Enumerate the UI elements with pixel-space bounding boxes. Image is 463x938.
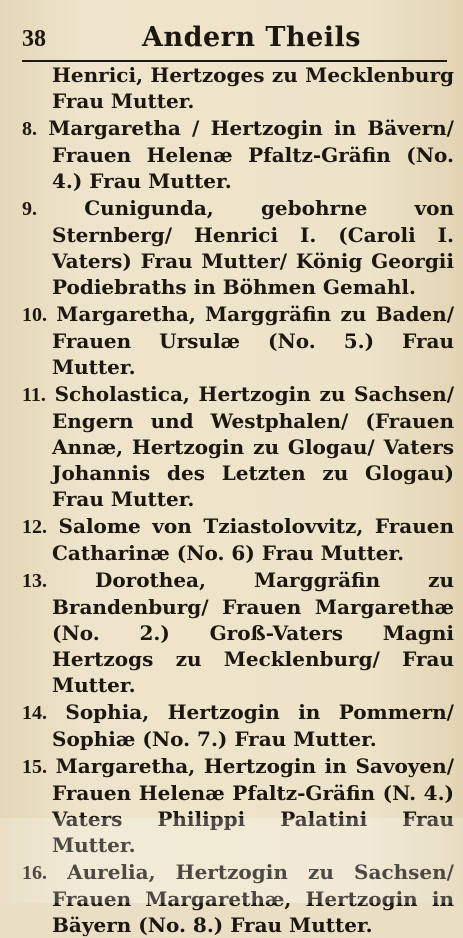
entry-text: Margaretha / Hertzogin in Bävern/ Frauen Helenæ Pfaltz-Gräfin (No. 4.) Frau Mutter.: [48, 116, 454, 193]
entry-9: [22, 195, 454, 300]
entry-number: 8.: [22, 118, 37, 140]
entry-11: [22, 381, 454, 512]
paper-shading: [0, 818, 463, 903]
entry-text: Cunigunda, gebohrne von Sternberg/ Henrici I. (Caroli I. Vaters) Frau Mutter/ König Georgii Podiebraths in Böhmen Gemahl.: [52, 196, 454, 299]
page-header: [22, 20, 447, 62]
entry-text: Margaretha, Hertzogin in Savoyen/ Frauen Helenæ Pfaltz-Gräfin (N. 4.) Vaters Philippi Palatini Frau Mutter.: [52, 754, 454, 857]
entry-number: 14.: [22, 702, 47, 724]
entry-12: [22, 513, 454, 566]
entry-8: [22, 115, 454, 194]
page-body: [22, 62, 454, 938]
page-number: 38: [22, 26, 46, 52]
entry-14: [22, 699, 454, 752]
entry-text: Salome von Tziastolovvitz, Frauen Catharinæ (No. 6) Frau Mutter.: [52, 514, 454, 565]
entry-10: [22, 301, 454, 380]
entry-text: Aurelia, Hertzogin zu Sachsen/ Frauen Margarethæ, Hertzogin in Bäyern (No. 8.) Frau Mutter.: [52, 860, 454, 937]
running-head: Andern Theils: [142, 22, 362, 53]
entry-number: 13.: [22, 570, 47, 592]
entry-number: 15.: [22, 756, 47, 778]
entry-7-continuation: [22, 62, 454, 114]
entry-number: 9.: [22, 198, 37, 220]
entry-number: 16.: [22, 862, 47, 884]
entry-number: 11.: [22, 384, 46, 406]
entry-text: Sophia, Hertzogin in Pommern/ Sophiæ (No. 7.) Frau Mutter.: [52, 700, 454, 751]
entry-13: [22, 567, 454, 698]
entry-number: 12.: [22, 516, 47, 538]
entry-text: Henrici, Hertzoges zu Mecklenburg Frau Mutter.: [52, 63, 454, 113]
entry-text: Margaretha, Marggräfin zu Baden/ Frauen Ursulæ (No. 5.) Frau Mutter.: [52, 302, 454, 379]
entry-text: Scholastica, Hertzogin zu Sachsen/ Engern und Westphalen/ (Frauen Annæ, Hertzogin zu Glogau/ Vaters Johannis des Letzten zu Glogau) Frau Mutter.: [52, 382, 454, 511]
entry-number: 10.: [22, 304, 47, 326]
entry-text: Dorothea, Marggräfin zu Brandenburg/ Frauen Margarethæ (No. 2.) Groß-Vaters Magni Hertzogs zu Mecklenburg/ Frau Mutter.: [52, 568, 454, 697]
